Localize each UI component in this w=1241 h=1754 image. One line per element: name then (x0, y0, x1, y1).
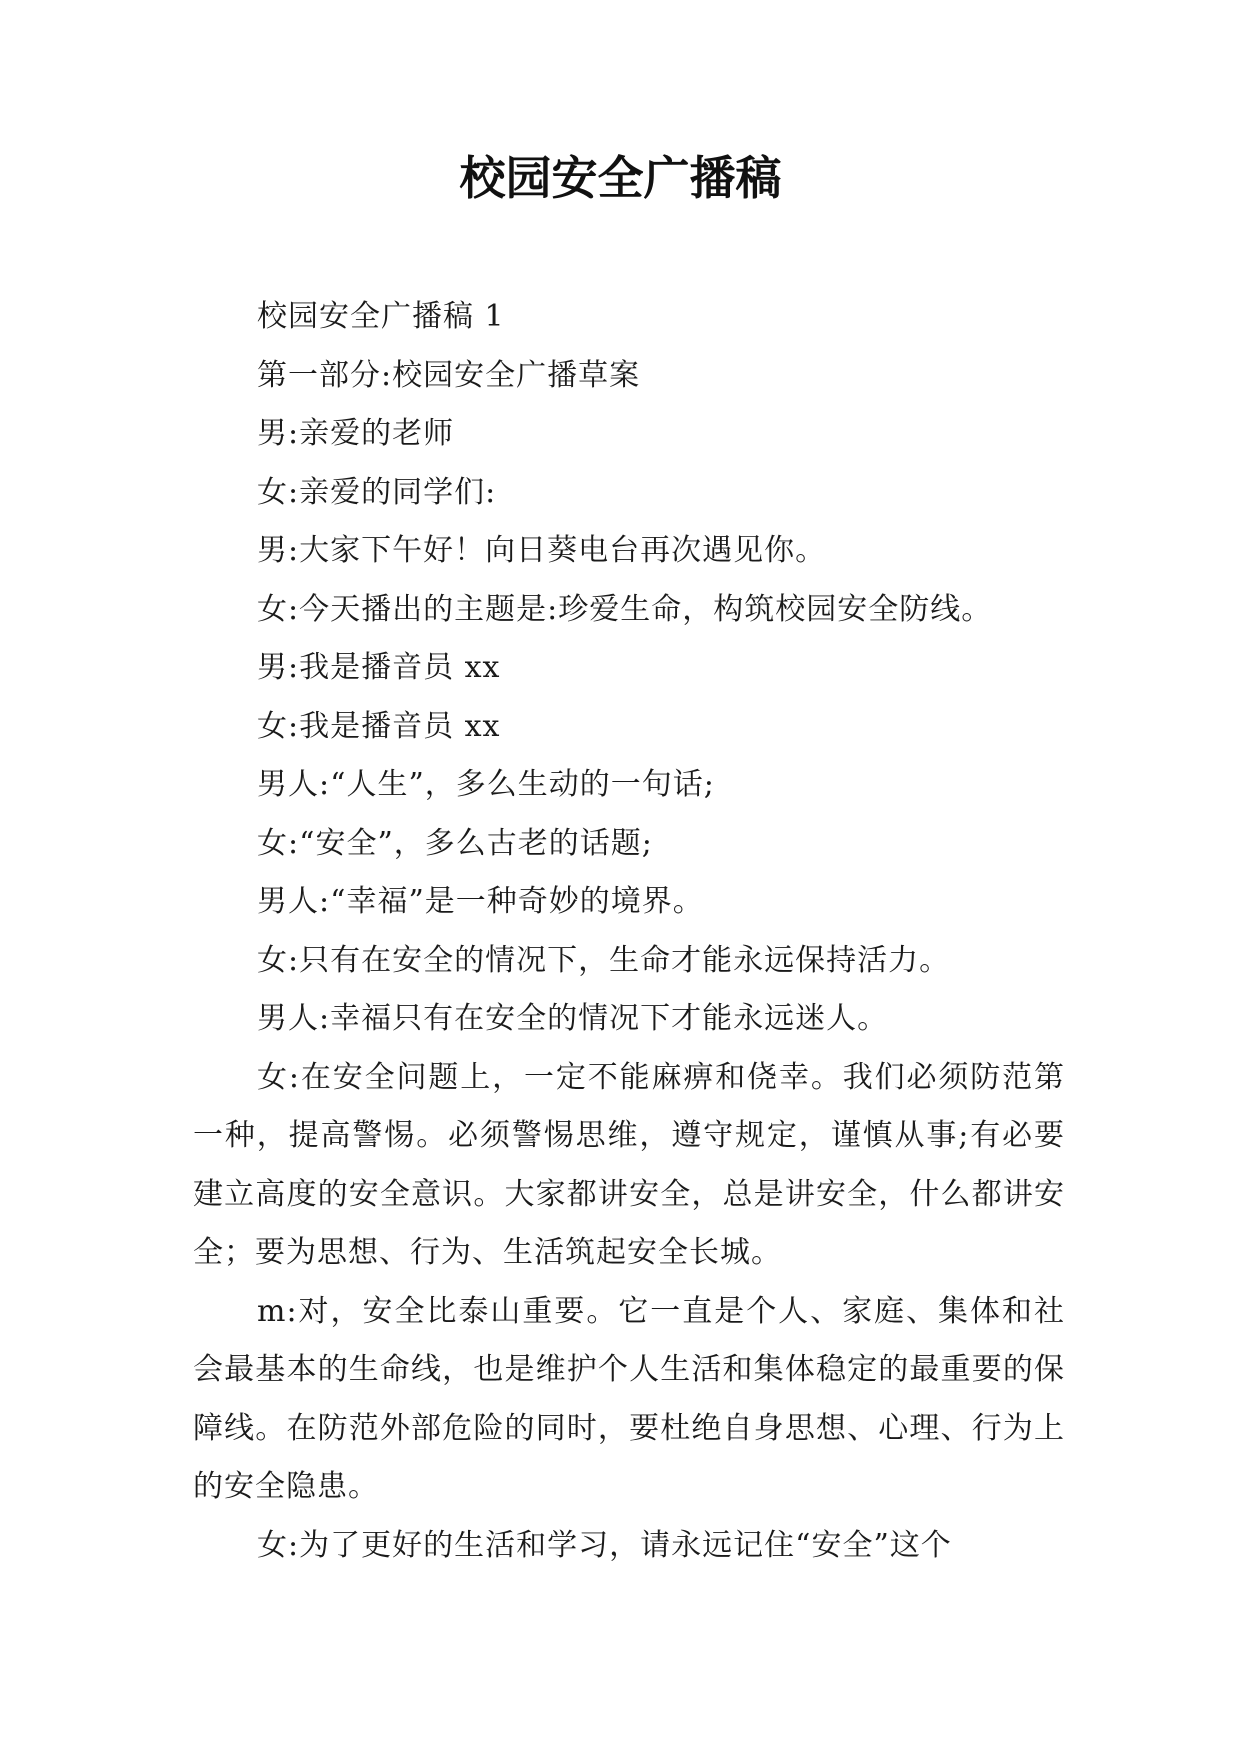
paragraph: 女:在安全问题上，一定不能麻痹和侥幸。我们必须防范第一种，提高警惕。必须警惕思维，遵守规定，谨慎从事;有必要建立高度的安全意识。大家都讲安全，总是讲安全，什么都讲安全；要为思想、行为、生活筑起安全长城。 (193, 1059, 1065, 1270)
paragraph: 女:我是播音员 xx (257, 708, 501, 744)
paragraph: 男人:幸福只有在安全的情况下才能永远迷人。 (257, 1001, 889, 1036)
paragraph: 女:“安全”，多么古老的话题; (257, 825, 653, 861)
paragraph: m:对，安全比泰山重要。它一直是个人、家庭、集体和社会最基本的生命线，也是维护个人生活和集体稳定的最重要的保障线。在防范外部危险的同时，要杜绝自身思想、心理、行为上的安全隐患。 (193, 1293, 1065, 1504)
document-body (193, 288, 1065, 1575)
paragraph: 女:只有在安全的情况下，生命才能永远保持活力。 (257, 942, 951, 978)
paragraph-heading: 校园安全广播稿 1 (257, 299, 505, 334)
paragraph: 男:大家下午好！向日葵电台再次遇见你。 (257, 533, 827, 568)
paragraph: 男:亲爱的老师 (257, 416, 455, 451)
paragraph: 女:为了更好的生活和学习，请永远记住“安全”这个 (257, 1527, 952, 1563)
paragraph: 女:今天播出的主题是:珍爱生命，构筑校园安全防线。 (257, 591, 993, 627)
paragraph: 男人:“人生”，多么生动的一句话; (257, 767, 715, 802)
paragraph: 男:我是播音员 xx (257, 650, 501, 685)
paragraph: 男人:“幸福”是一种奇妙的境界。 (257, 884, 704, 919)
paragraph-section-title: 第一部分:校园安全广播草案 (257, 357, 641, 393)
document-title: 校园安全广播稿 (459, 151, 782, 205)
paragraph: 女:亲爱的同学们: (257, 474, 497, 510)
